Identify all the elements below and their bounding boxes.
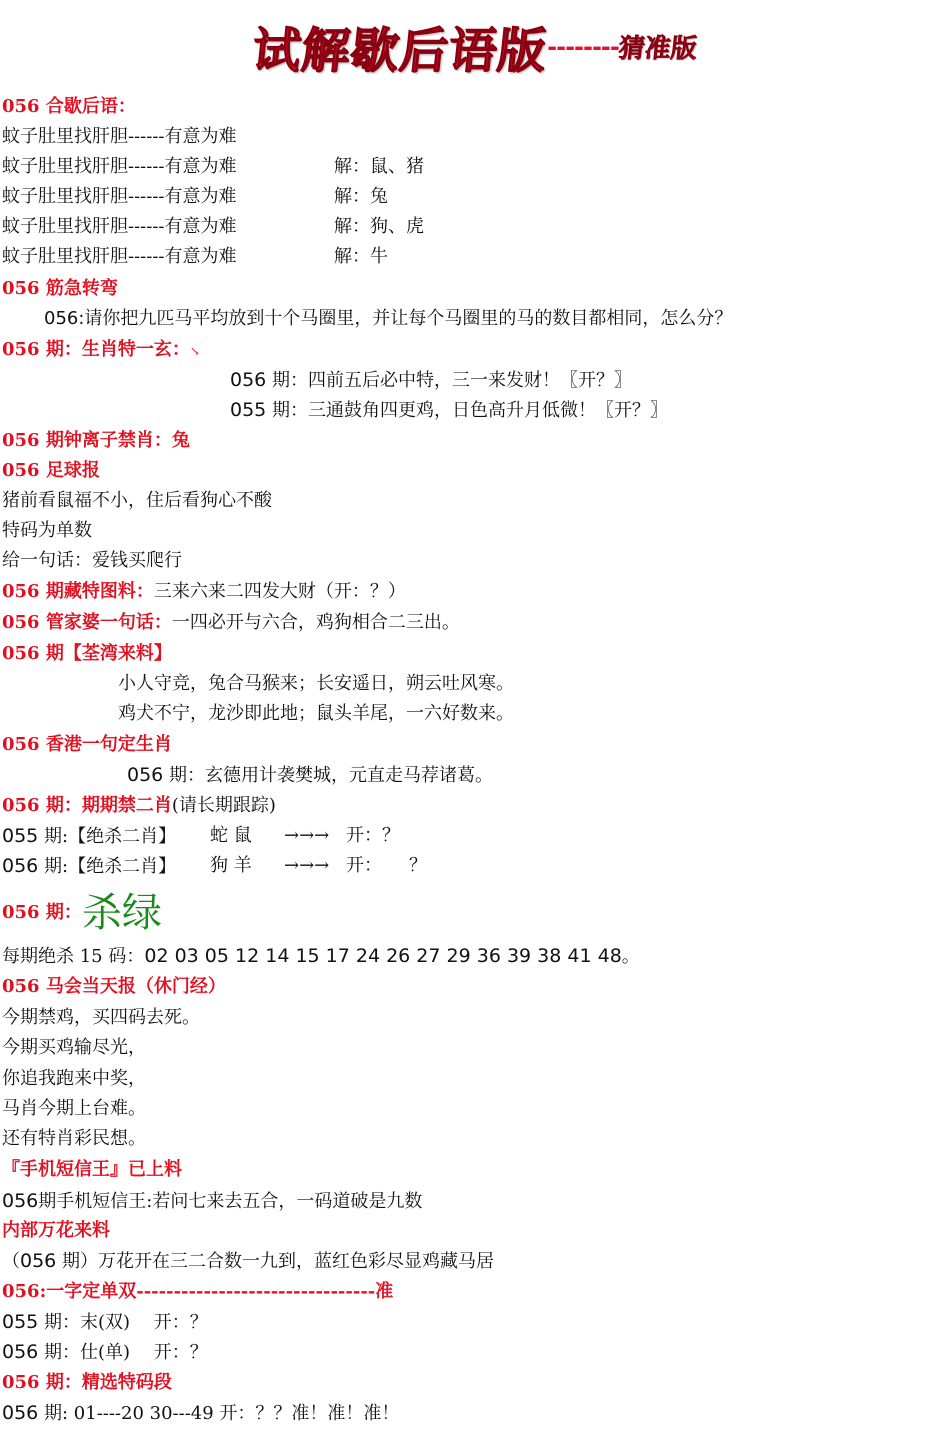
section-heading-xiehouyu: 056 合歇后语： bbox=[2, 96, 136, 117]
section-heading-kill-green: 056 期： bbox=[2, 902, 82, 923]
brain-teaser-question: 056:请你把九匹马平均放到十个马圈里，并让每个马圈里的马的数目都相同，怎么分？ bbox=[44, 308, 733, 329]
section-heading-tsuen-wan: 056 期【荃湾来料】 bbox=[2, 643, 172, 664]
ban-two-arrows: →→→ bbox=[284, 855, 330, 876]
period-number: 056 bbox=[2, 855, 39, 877]
football-line: 特码为单数 bbox=[2, 520, 92, 541]
section-heading-kaleidoscope: 内部万花来料 bbox=[2, 1220, 110, 1241]
kill-numbers-prefix: 每期绝杀 15 码： bbox=[2, 946, 145, 967]
riddle-row bbox=[2, 152, 424, 182]
section-heading-hidden-special: 056 期藏特图料： bbox=[2, 581, 154, 602]
section-heading-sms-king: 『手机短信王』已上料 bbox=[2, 1159, 182, 1180]
period-number: 055 bbox=[2, 825, 39, 847]
odd-even-row bbox=[2, 1337, 208, 1367]
football-line: 猪前看鼠福不小，住后看狗心不酸 bbox=[2, 490, 272, 511]
period-number: 056 bbox=[2, 1341, 39, 1363]
section-heading-odd-even: 056:一字定单双--------------------------------准 bbox=[2, 1281, 394, 1302]
section-heading-brain-teaser: 056 筋急转弯 bbox=[2, 278, 118, 299]
section-heading-hk-one-line: 056 香港一句定生肖 bbox=[2, 734, 172, 755]
housekeeper-text: 一四必开与六合，鸡狗相合二三出。 bbox=[171, 612, 460, 633]
kill-numbers-suffix: 。 bbox=[621, 946, 640, 967]
section-heading-jockey-club: 056 马会当天报（休门经） bbox=[2, 976, 226, 997]
zodiac-line bbox=[230, 395, 668, 425]
section-heading-ban-two: 056 期：期期禁二肖 bbox=[2, 795, 172, 816]
jockey-club-line: 马肖今期上台难。 bbox=[2, 1098, 146, 1119]
kill-numbers-line bbox=[2, 941, 640, 971]
section-heading-banned-zodiac: 056 期钟离子禁肖：兔 bbox=[2, 430, 190, 451]
riddle-text: 蚊子肚里找肝胆------有意为难 bbox=[2, 216, 237, 237]
ban-two-label: 期:【绝杀二肖】 bbox=[44, 856, 177, 877]
ban-two-arrows: →→→ bbox=[284, 825, 330, 846]
kaleidoscope-text: 期）万花开在三二合数一九到，蓝红色彩尽显鸡藏马居 bbox=[62, 1251, 494, 1272]
jockey-club-line: 还有特肖彩民想。 bbox=[2, 1128, 146, 1149]
hk-one-line bbox=[127, 760, 493, 790]
ban-two-heading-line bbox=[2, 791, 276, 821]
riddle-answer: 解：牛 bbox=[334, 246, 388, 267]
riddle-row bbox=[2, 212, 424, 242]
jockey-club-line: 你追我跑来中奖， bbox=[2, 1068, 146, 1089]
section-heading-special-range: 056 期：精选特码段 bbox=[2, 1372, 172, 1393]
kill-green-line bbox=[2, 888, 162, 938]
odd-even-text: 期：仕(单) 开：？ bbox=[44, 1342, 208, 1363]
special-range-text: 期: 01----20 30---49 开：？？准！准！准！ bbox=[44, 1403, 400, 1424]
title-dashes: -------- bbox=[547, 32, 619, 61]
section-heading-housekeeper: 056 管家婆一句话： bbox=[2, 612, 172, 633]
riddle-answer: 解：狗、虎 bbox=[334, 216, 424, 237]
kill-numbers: 02 03 05 12 14 15 17 24 26 27 29 36 39 38 41 48 bbox=[144, 945, 622, 967]
odd-even-row bbox=[2, 1307, 208, 1337]
kill-green-big-text: 杀绿 bbox=[81, 890, 162, 936]
riddle-row bbox=[2, 242, 388, 272]
riddle-row bbox=[2, 182, 388, 212]
page-subtitle: 猜准版 bbox=[617, 34, 699, 64]
riddle-answer: 解：鼠、猪 bbox=[334, 156, 424, 177]
jockey-club-line: 今期买鸡输尽光， bbox=[2, 1037, 146, 1058]
football-line: 给一句话：爱钱买爬行 bbox=[2, 550, 182, 571]
ban-two-row bbox=[2, 851, 427, 881]
page-title: 试解歇后语版 bbox=[249, 23, 550, 79]
period-number: 055 bbox=[230, 399, 267, 421]
riddle-text: 蚊子肚里找肝胆------有意为难 bbox=[2, 156, 237, 177]
page-header bbox=[0, 12, 950, 79]
kaleidoscope-line bbox=[2, 1246, 494, 1276]
sms-king-line bbox=[2, 1186, 422, 1216]
special-range-line bbox=[2, 1398, 399, 1428]
heading-text: 056 期：生肖特一玄： bbox=[2, 339, 190, 360]
ban-two-label: 期:【绝杀二肖】 bbox=[44, 826, 177, 847]
section-heading-football-report: 056 足球报 bbox=[2, 460, 100, 481]
period-number: 055 bbox=[2, 1311, 39, 1333]
ban-two-row bbox=[2, 821, 400, 851]
zodiac-line-text: 期：三通鼓角四更鸡，日色高升月低微！〖开？〗 bbox=[272, 400, 668, 421]
ban-two-zodiac: 蛇 鼠 bbox=[210, 825, 252, 846]
period-number: 056 bbox=[230, 369, 267, 391]
kaleidoscope-open: （ bbox=[2, 1251, 20, 1272]
sms-king-text: 期手机短信王:若问七来去五合，一码道破是九数 bbox=[38, 1191, 423, 1212]
ban-two-result: 开：？ bbox=[346, 825, 400, 846]
odd-even-text: 期：末(双) 开：？ bbox=[44, 1312, 208, 1333]
tsuen-wan-line: 小人守竞，兔合马猴来；长安遥日，朔云吐风寒。 bbox=[118, 673, 514, 694]
period-number: 056 bbox=[127, 764, 164, 786]
period-number: 056 bbox=[2, 1190, 39, 1212]
riddle-line: 蚊子肚里找肝胆------有意为难 bbox=[2, 126, 237, 147]
zodiac-line bbox=[230, 365, 632, 395]
tsuen-wan-line: 鸡犬不宁，龙沙即此地；鼠头羊尾，一六好数来。 bbox=[118, 703, 514, 724]
riddle-text: 蚊子肚里找肝胆------有意为难 bbox=[2, 186, 237, 207]
ban-two-zodiac: 狗 羊 bbox=[210, 855, 252, 876]
heading-mark: ↘ bbox=[189, 344, 200, 358]
period-number: 056 bbox=[20, 1250, 57, 1272]
riddle-text: 蚊子肚里找肝胆------有意为难 bbox=[2, 246, 237, 267]
period-number: 056 bbox=[2, 1402, 39, 1424]
jockey-club-line: 今期禁鸡，买四码去死。 bbox=[2, 1007, 200, 1028]
housekeeper-line bbox=[2, 608, 460, 638]
section-heading-zodiac-special bbox=[2, 335, 200, 365]
hidden-special-line bbox=[2, 577, 406, 607]
hidden-special-text: 三来六来二四发大财（开：？） bbox=[153, 581, 406, 602]
hk-one-line-text: 期：玄德用计袭樊城，元直走马荐诸葛。 bbox=[169, 765, 493, 786]
ban-two-note: (请长期跟踪) bbox=[171, 795, 276, 816]
riddle-answer: 解：兔 bbox=[334, 186, 388, 207]
zodiac-line-text: 期：四前五后必中特，三一来发财！〖开？〗 bbox=[272, 370, 632, 391]
ban-two-result: 开： ？ bbox=[346, 855, 427, 876]
